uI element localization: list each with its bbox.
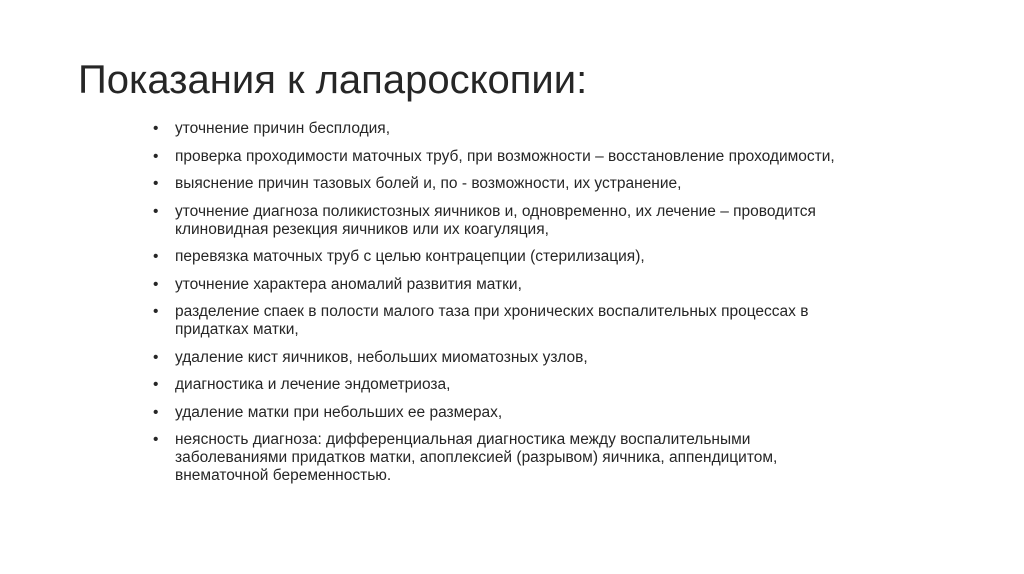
list-item-text: уточнение причин бесплодия,: [175, 120, 390, 137]
list-item: [152, 349, 852, 367]
bullet-dot-icon: •: [153, 376, 159, 393]
list-item: [152, 175, 852, 193]
list-item-text: диагностика и лечение эндометриоза,: [175, 376, 451, 393]
list-item-text: перевязка маточных труб с целью контрацепции (стерилизация),: [175, 248, 645, 265]
bullet-dot-icon: •: [153, 303, 159, 320]
bullet-dot-icon: •: [153, 202, 159, 220]
list-item-text: удаление матки при небольших ее размерах,: [175, 403, 503, 421]
list-item: [152, 404, 852, 422]
bullet-dot-icon: •: [153, 147, 159, 165]
list-item-text: неясность диагноза: дифференциальная диагностика между воспалительными заболеваниями придатков матки, апоплексией (разрывом) яичника, аппендицитом, внематочной беременностью.: [175, 431, 778, 484]
list-item-text: уточнение диагноза поликистозных яичников и, одновременно, их лечение – проводится клиновидная резекция яичников или их коагуляция,: [175, 202, 816, 238]
list-item: [152, 303, 852, 339]
bullet-dot-icon: •: [153, 248, 159, 265]
list-item-text: разделение спаек в полости малого таза при хронических воспалительных процессах в придатках матки,: [175, 303, 809, 338]
list-item: [152, 376, 852, 394]
list-item: [152, 276, 852, 294]
bullet-dot-icon: •: [153, 403, 159, 421]
list-item-text: удаление кист яичников, небольших миоматозных узлов,: [175, 348, 588, 366]
bullet-dot-icon: •: [153, 120, 159, 137]
bullet-list: [152, 120, 852, 495]
list-item-text: проверка проходимости маточных труб, при возможности – восстановление проходимости,: [175, 147, 835, 165]
list-item: [152, 248, 852, 266]
list-item: [152, 431, 852, 485]
list-item: [152, 120, 852, 138]
list-item-text: уточнение характера аномалий развития матки,: [175, 275, 522, 293]
bullet-dot-icon: •: [153, 175, 159, 192]
list-item: [152, 203, 852, 239]
slide-title: Показания к лапароскопии:: [78, 58, 588, 102]
list-item-text: выяснение причин тазовых болей и, по - возможности, их устранение,: [175, 175, 682, 192]
bullet-dot-icon: •: [153, 348, 159, 366]
bullet-dot-icon: •: [153, 275, 159, 293]
list-item: [152, 148, 852, 166]
bullet-dot-icon: •: [153, 431, 159, 448]
